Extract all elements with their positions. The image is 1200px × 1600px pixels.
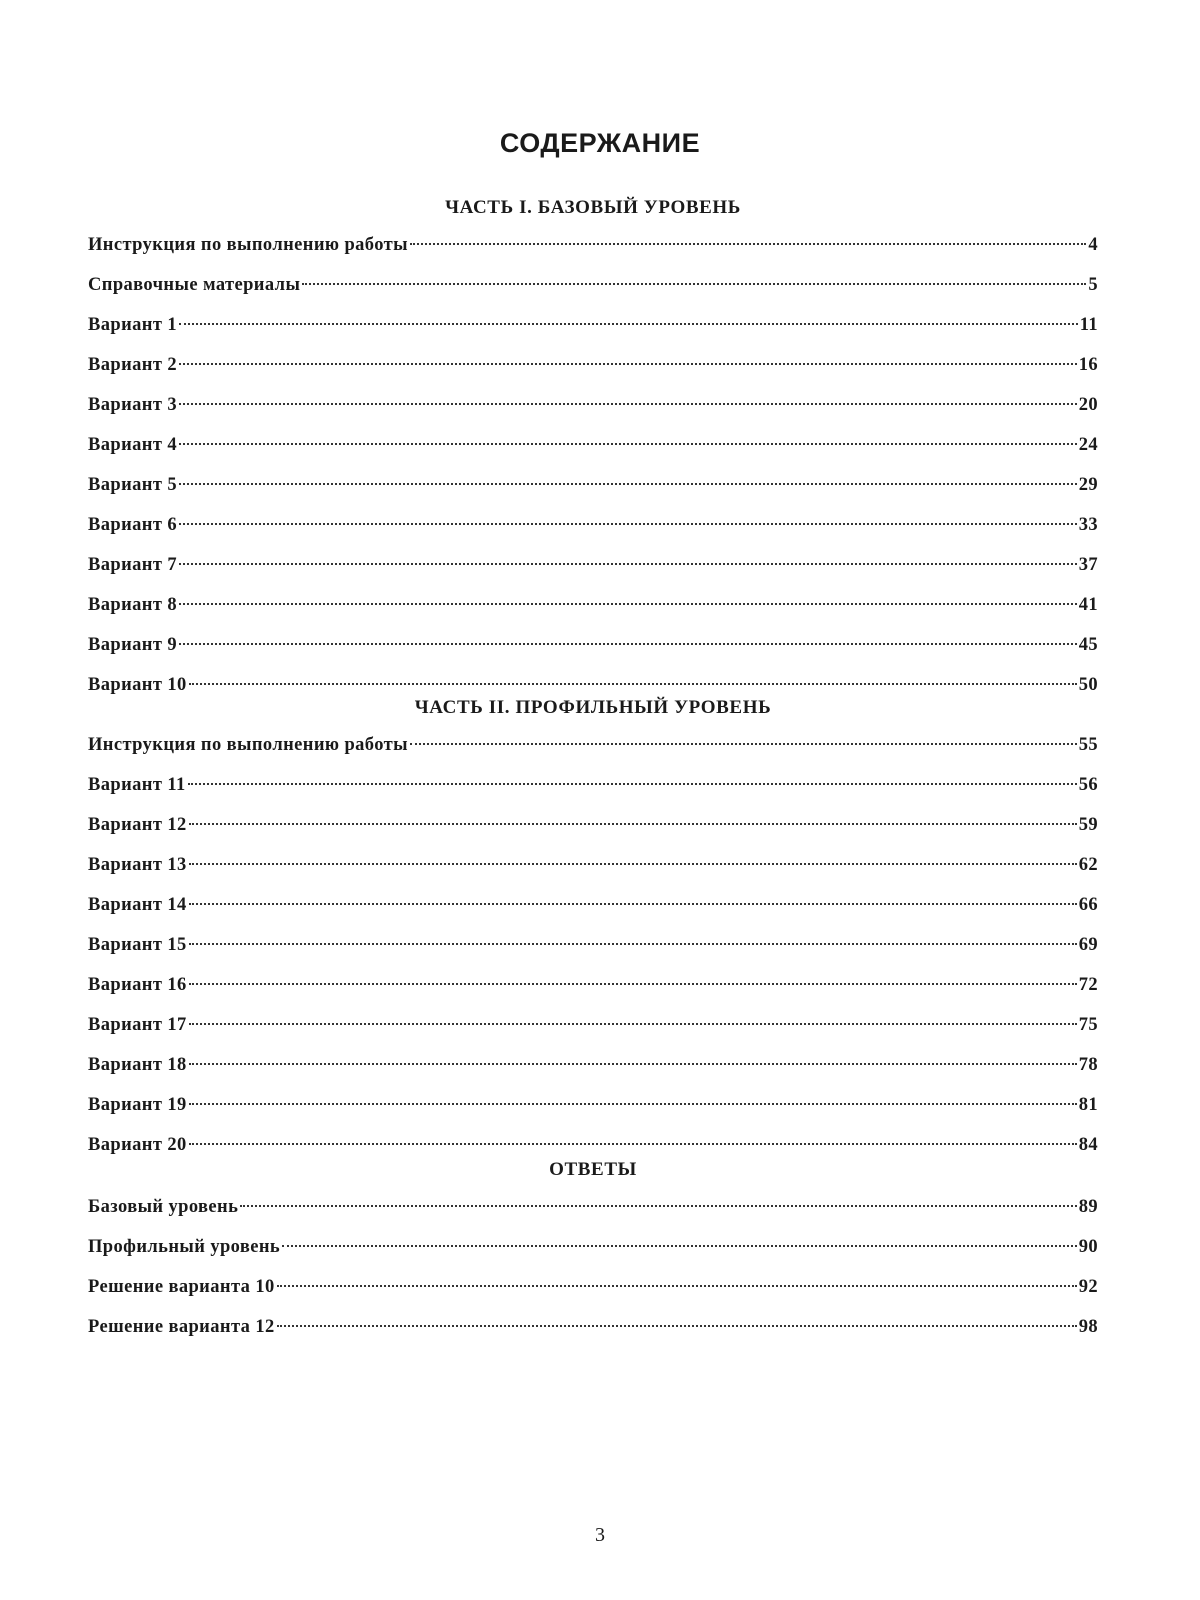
toc-entry[interactable] <box>88 593 1098 633</box>
toc-entry-label: Вариант 19 <box>88 1095 187 1115</box>
toc-entry[interactable] <box>88 633 1098 673</box>
toc-list-part-1 <box>88 233 1098 713</box>
toc-entry[interactable] <box>88 1053 1098 1093</box>
toc-entry-page-number: 98 <box>1078 1317 1098 1337</box>
dot-leader <box>189 683 1077 685</box>
toc-entry[interactable] <box>88 553 1098 593</box>
toc-entry[interactable] <box>88 1275 1098 1315</box>
page-number: 3 <box>595 1524 605 1546</box>
toc-entry-label: Решение варианта 10 <box>88 1277 275 1297</box>
toc-entry[interactable] <box>88 733 1098 773</box>
page-title: СОДЕРЖАНИЕ <box>499 128 701 158</box>
toc-entry[interactable] <box>88 813 1098 853</box>
toc-entry[interactable] <box>88 473 1098 513</box>
toc-entry[interactable] <box>88 1093 1098 1133</box>
toc-entry-page-number: 81 <box>1078 1095 1098 1115</box>
toc-entry-label: Вариант 6 <box>88 515 178 535</box>
dot-leader <box>179 643 1077 645</box>
dot-leader <box>282 1245 1077 1247</box>
dot-leader <box>277 1325 1077 1327</box>
toc-entry-page-number: 4 <box>1088 235 1098 255</box>
toc-entry-label: Справочные материалы <box>88 275 301 295</box>
toc-entry-page-number: 55 <box>1078 735 1098 755</box>
toc-entry-page-number: 41 <box>1078 595 1098 615</box>
toc-entry-label: Вариант 14 <box>88 895 187 915</box>
section-heading-part-2: ЧАСТЬ II. ПРОФИЛЬНЫЙ УРОВЕНЬ <box>414 697 772 718</box>
toc-entry-label: Вариант 7 <box>88 555 178 575</box>
dot-leader <box>179 323 1078 325</box>
toc-entry-page-number: 50 <box>1078 675 1098 695</box>
toc-entry-page-number: 84 <box>1078 1135 1098 1155</box>
toc-entry-page-number: 66 <box>1078 895 1098 915</box>
toc-entry-label: Вариант 1 <box>88 315 178 335</box>
toc-entry-page-number: 92 <box>1078 1277 1098 1297</box>
toc-list-answers <box>88 1195 1098 1355</box>
dot-leader <box>277 1285 1077 1287</box>
toc-entry[interactable] <box>88 1315 1098 1355</box>
toc-entry[interactable] <box>88 393 1098 433</box>
toc-entry-label: Вариант 9 <box>88 635 178 655</box>
dot-leader <box>189 1143 1077 1145</box>
toc-entry-label: Вариант 11 <box>88 775 186 795</box>
toc-entry[interactable] <box>88 933 1098 973</box>
toc-entry-label: Вариант 13 <box>88 855 187 875</box>
toc-entry-label: Вариант 10 <box>88 675 187 695</box>
section-heading-answers: ОТВЕТЫ <box>549 1159 637 1180</box>
toc-entry[interactable] <box>88 313 1098 353</box>
toc-entry-label: Вариант 15 <box>88 935 187 955</box>
toc-entry-label: Инструкция по выполнению работы <box>88 735 408 755</box>
toc-entry-label: Вариант 18 <box>88 1055 187 1075</box>
toc-entry-page-number: 62 <box>1078 855 1098 875</box>
dot-leader <box>189 903 1077 905</box>
toc-entry-page-number: 45 <box>1078 635 1098 655</box>
toc-entry[interactable] <box>88 973 1098 1013</box>
toc-entry[interactable] <box>88 1013 1098 1053</box>
toc-entry-page-number: 24 <box>1078 435 1098 455</box>
section-heading-part-1: ЧАСТЬ I. БАЗОВЫЙ УРОВЕНЬ <box>445 197 741 218</box>
toc-entry[interactable] <box>88 1235 1098 1275</box>
toc-entry-page-number: 5 <box>1088 275 1098 295</box>
toc-entry-page-number: 33 <box>1078 515 1098 535</box>
toc-entry-label: Вариант 20 <box>88 1135 187 1155</box>
toc-entry-page-number: 72 <box>1078 975 1098 995</box>
dot-leader <box>179 603 1077 605</box>
toc-entry[interactable] <box>88 513 1098 553</box>
toc-entry-label: Вариант 4 <box>88 435 178 455</box>
dot-leader <box>179 363 1077 365</box>
dot-leader <box>240 1205 1076 1207</box>
dot-leader <box>189 1103 1077 1105</box>
toc-entry-page-number: 89 <box>1078 1197 1098 1217</box>
toc-entry-page-number: 29 <box>1078 475 1098 495</box>
toc-entry-page-number: 16 <box>1078 355 1098 375</box>
toc-entry-page-number: 75 <box>1078 1015 1098 1035</box>
toc-entry[interactable] <box>88 433 1098 473</box>
toc-entry[interactable] <box>88 233 1098 273</box>
toc-entry-label: Вариант 3 <box>88 395 178 415</box>
toc-entry-page-number: 90 <box>1078 1237 1098 1257</box>
toc-entry-label: Инструкция по выполнению работы <box>88 235 408 255</box>
toc-entry-page-number: 69 <box>1078 935 1098 955</box>
dot-leader <box>179 443 1077 445</box>
toc-entry[interactable] <box>88 773 1098 813</box>
toc-entry-page-number: 78 <box>1078 1055 1098 1075</box>
toc-entry-page-number: 20 <box>1078 395 1098 415</box>
toc-entry-page-number: 59 <box>1078 815 1098 835</box>
dot-leader <box>189 1063 1077 1065</box>
dot-leader <box>179 403 1077 405</box>
toc-entry-label: Вариант 2 <box>88 355 178 375</box>
toc-entry[interactable] <box>88 273 1098 313</box>
dot-leader <box>189 983 1077 985</box>
toc-entry[interactable] <box>88 353 1098 393</box>
toc-entry-label: Профильный уровень <box>88 1237 281 1257</box>
dot-leader <box>189 1023 1077 1025</box>
toc-entry-label: Решение варианта 12 <box>88 1317 275 1337</box>
dot-leader <box>188 783 1077 785</box>
dot-leader <box>189 823 1077 825</box>
toc-entry-label: Вариант 12 <box>88 815 187 835</box>
toc-list-part-2 <box>88 733 1098 1173</box>
toc-entry-label: Вариант 5 <box>88 475 178 495</box>
toc-entry-page-number: 37 <box>1078 555 1098 575</box>
dot-leader <box>189 863 1077 865</box>
dot-leader <box>179 523 1077 525</box>
dot-leader <box>410 743 1077 745</box>
toc-entry[interactable] <box>88 1195 1098 1235</box>
toc-entry[interactable] <box>88 893 1098 933</box>
dot-leader <box>179 563 1077 565</box>
toc-entry-page-number: 56 <box>1078 775 1098 795</box>
toc-entry[interactable] <box>88 853 1098 893</box>
dot-leader <box>410 243 1086 245</box>
toc-entry-label: Базовый уровень <box>88 1197 239 1217</box>
dot-leader <box>302 283 1086 285</box>
toc-entry-page-number: 11 <box>1079 315 1098 335</box>
dot-leader <box>189 943 1077 945</box>
dot-leader <box>179 483 1077 485</box>
toc-entry-label: Вариант 17 <box>88 1015 187 1035</box>
toc-entry-label: Вариант 16 <box>88 975 187 995</box>
toc-entry-label: Вариант 8 <box>88 595 178 615</box>
